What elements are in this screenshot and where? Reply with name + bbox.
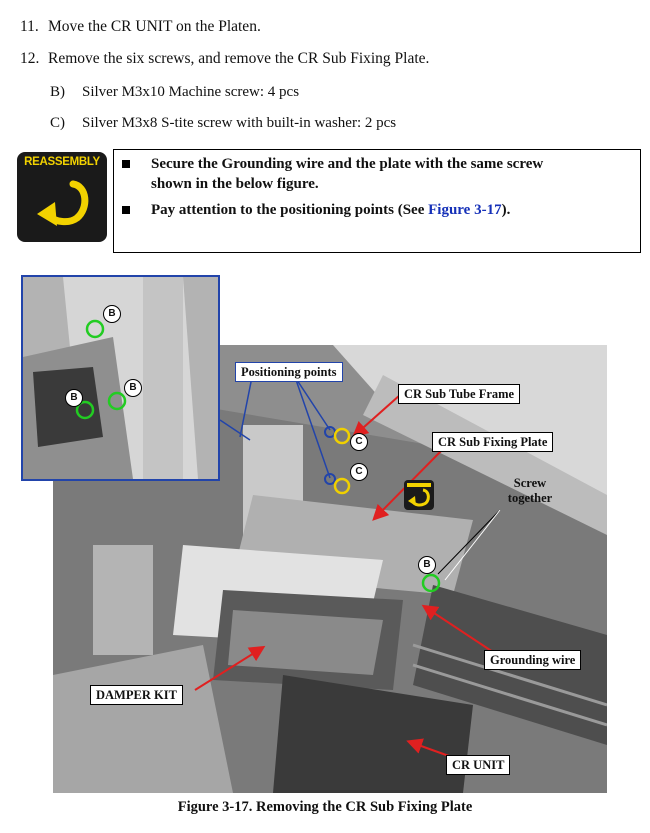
screw-together-line-2: together [507,491,553,505]
marker-b: B [103,305,121,323]
callout-cr-unit: CR UNIT [446,755,510,775]
substep-letter: B) [50,84,65,100]
callout-positioning-points: Positioning points [235,362,343,382]
reassembly-mini-icon [404,480,434,510]
marker-b: B [124,379,142,397]
substep-text: Silver M3x10 Machine screw: 4 pcs [82,84,300,100]
figure-link[interactable]: Figure 3-17 [428,202,502,218]
return-arrow-icon [404,480,434,510]
note-line-1: Secure the Grounding wire and the plate with the same screw [151,156,544,172]
callout-cr-sub-tube-frame: CR Sub Tube Frame [398,384,520,404]
marker-b: B [65,389,83,407]
step-number: 11. [20,18,39,35]
substep-text: Silver M3x8 S-tite screw with built-in washer: 2 pcs [82,115,397,131]
screw-together-line-1: Screw [513,476,547,490]
callout-grounding-wire: Grounding wire [484,650,581,670]
marker-c: C [350,433,368,451]
step-text: Remove the six screws, and remove the CR Sub Fixing Plate. [48,50,430,67]
callout-cr-sub-fixing-plate: CR Sub Fixing Plate [432,432,553,452]
figure-caption: Figure 3-17. Removing the CR Sub Fixing Plate [177,799,473,815]
note-line-2: shown in the below figure. [151,176,319,192]
callout-damper-kit: DAMPER KIT [90,685,183,705]
step-text: Move the CR UNIT on the Platen. [48,18,261,35]
note-prefix: Pay attention to the positioning points (See [151,202,429,218]
marker-b: B [418,556,436,574]
substep-letter: C) [50,115,65,131]
marker-c: C [350,463,368,481]
callout-screw-together [485,476,575,506]
reassembly-label: REASSEMBLY [24,156,100,168]
note-suffix: ). [501,202,511,218]
step-number: 12. [20,50,40,67]
